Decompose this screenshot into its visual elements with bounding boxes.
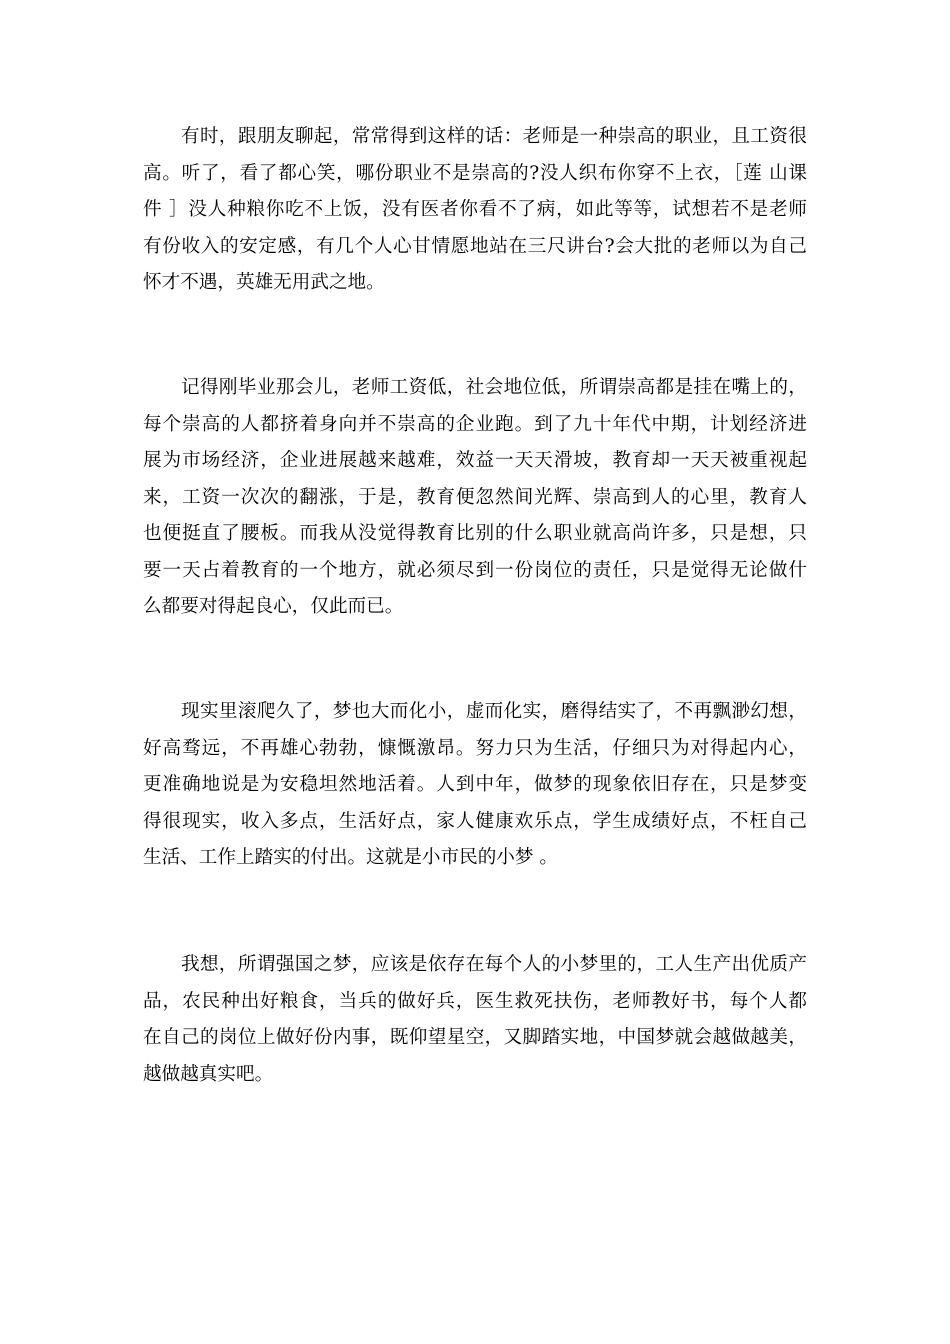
text-line: 在自己的岗位上做好份内事，既仰望星空，又脚踏实地，中国梦就会越做越美， — [143, 1027, 807, 1048]
text-line: 更准确地说是为安稳坦然地活着。人到中年，做梦的现象依旧存在，只是梦变 — [143, 774, 807, 795]
paragraph-4 — [143, 947, 807, 1093]
text-line: 得很现实，收入多点，生活好点，家人健康欢乐点，学生成绩好点，不枉自己 — [143, 810, 807, 832]
text-line: 高。听了，看了都心笑，哪份职业不是崇高的?没人织布你穿不上衣，［莲 山课 — [143, 162, 807, 184]
text-line: 越做越真实吧。 — [143, 1063, 274, 1085]
text-line: 有份收入的安定感，有几个人心甘情愿地站在三尺讲台?会大批的老师以为自己 — [143, 235, 807, 257]
paragraph-3 — [143, 694, 807, 877]
text-line: 品，农民种出好粮食，当兵的做好兵，医生救死扶伤，老师教好书，每个人都 — [143, 990, 807, 1012]
text-line: 有时，跟朋友聊起，常常得到这样的话：老师是一种崇高的职业，且工资很 — [143, 126, 807, 147]
text-line: 我想，所谓强国之梦，应该是依存在每个人的小梦里的，工人生产出优质产 — [143, 954, 807, 975]
text-line: 记得刚毕业那会儿，老师工资低，社会地位低，所谓崇高都是挂在嘴上的， — [143, 377, 807, 398]
text-line: 生活、工作上踏实的付出。这就是小市民的小梦 。 — [143, 847, 558, 868]
text-line: 件 ］没人种粮你吃不上饭，没有医者你看不了病，如此等等，试想若不是老师 — [143, 199, 807, 220]
paragraph-1 — [143, 119, 807, 302]
text-line: 现实里滚爬久了，梦也大而化小，虚而化实，磨得结实了，不再飘渺幻想， — [143, 701, 807, 722]
text-line: 也便挺直了腰板。而我从没觉得教育比别的什么职业就高尚许多，只是想，只 — [143, 523, 807, 544]
text-line: 每个崇高的人都挤着身向并不崇高的企业跑。到了九十年代中期，计划经济进 — [143, 413, 807, 435]
text-line: 来，工资一次次的翻涨，于是，教育便忽然间光辉、崇高到人的心里，教育人 — [143, 486, 807, 508]
text-line: 要一天占着教育的一个地方，就必须尽到一份岗位的责任，只是觉得无论做什 — [143, 559, 807, 581]
text-line: 么都要对得起良心，仅此而已。 — [143, 596, 404, 617]
text-line: 怀才不遇，英雄无用武之地。 — [143, 272, 385, 293]
text-line: 好高骛远，不再雄心勃勃，慷慨激昂。努力只为生活，仔细只为对得起内心， — [143, 737, 807, 759]
text-line: 展为市场经济，企业进展越来越难，效益一天天滑坡，教育却一天天被重视起 — [143, 450, 807, 471]
paragraph-2 — [143, 370, 807, 626]
